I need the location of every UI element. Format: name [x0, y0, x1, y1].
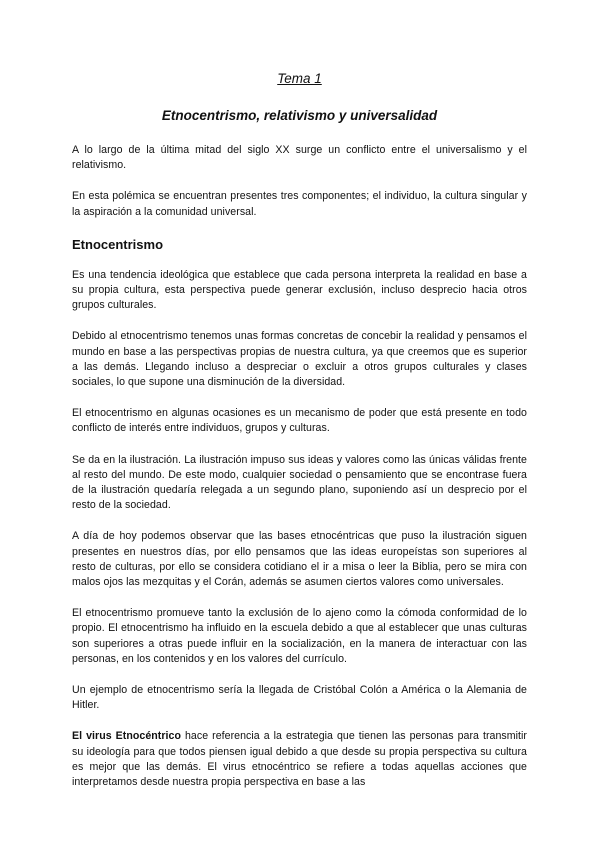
virus-definition: hace referencia a la estrategia que tienen las personas para transmitir su ideología para que todos piensen igual debido a que desde su propia perspectiva su cultura es mejor que las demás. El virus etnocéntrico se refiere a todas aquellas acciones que interpretamos desde nuestra propia perspectiva en base a las: [72, 730, 528, 789]
document-title: Etnocentrismo, relativismo y universalidad: [161, 108, 438, 123]
body-paragraph-6: El etnocentrismo promueve tanto la exclusión de lo ajeno como la cómoda conformidad de lo propio. El etnocentrismo ha influido en la escuela debido a que al establecer que unas culturas son superiores a otras puede influir en la socialización, en la manera de interactuar con las personas, en los contenidos y en los valores del currículo.: [72, 607, 527, 665]
intro-paragraph-1: A lo largo de la última mitad del siglo XX surge un conflicto entre el universalismo y el relativismo.: [72, 144, 527, 172]
section-heading-etnocentrismo: Etnocentrismo: [72, 236, 164, 252]
body-paragraph-2: Debido al etnocentrismo tenemos unas formas concretas de concebir la realidad y pensamos el mundo en base a las perspectivas propias de nuestra cultura, ya que creemos que es superior a las demás. Llegando incluso a despreciar o excluir a otros grupos culturales y clases sociales, lo que supone una disminución de la diversidad.: [72, 330, 527, 389]
intro-paragraph-2: En esta polémica se encuentran presentes tres componentes; el individuo, la cultura singular y la aspiración a la comunidad universal.: [72, 190, 527, 218]
body-paragraph-7: Un ejemplo de etnocentrismo sería la llegada de Cristóbal Colón a América o la Alemania de Hitler.: [72, 684, 527, 712]
body-paragraph-5: A día de hoy podemos observar que las bases etnocéntricas que puso la ilustración siguen presentes en nuestros días, por ello pensamos que las ideas europeístas son superiores al resto de culturas, por ello se considera cotidiano el ir a misa o leer la Biblia, pero se mira con malos ojos las mezquitas y el Corán, además se asumen ciertos valores como universales.: [72, 530, 527, 589]
topic-label: Tema 1: [277, 71, 322, 86]
document-page: [72, 70, 527, 806]
body-paragraph-virus: [72, 729, 527, 790]
body-paragraph-4: Se da en la ilustración. La ilustración impuso sus ideas y valores como las únicas válidas frente al resto del mundo. De este modo, cualquier sociedad o pensamiento que se encontrase fuera de la ilustración quedaría relegada a un segundo plano, suponiendo así un desprecio por el resto de la sociedad.: [72, 453, 527, 512]
body-paragraph-1: Es una tendencia ideológica que establece que cada persona interpreta la realidad en base a su propia cultura, esta perspectiva puede generar exclusión, incluso desprecio hacia otros grupos culturales.: [72, 268, 527, 312]
body-paragraph-3: El etnocentrismo en algunas ocasiones es un mecanismo de poder que está presente en todo conflicto de interés entre individuos, grupos y culturas.: [72, 407, 527, 435]
virus-term: El virus Etnocéntrico: [72, 730, 181, 743]
